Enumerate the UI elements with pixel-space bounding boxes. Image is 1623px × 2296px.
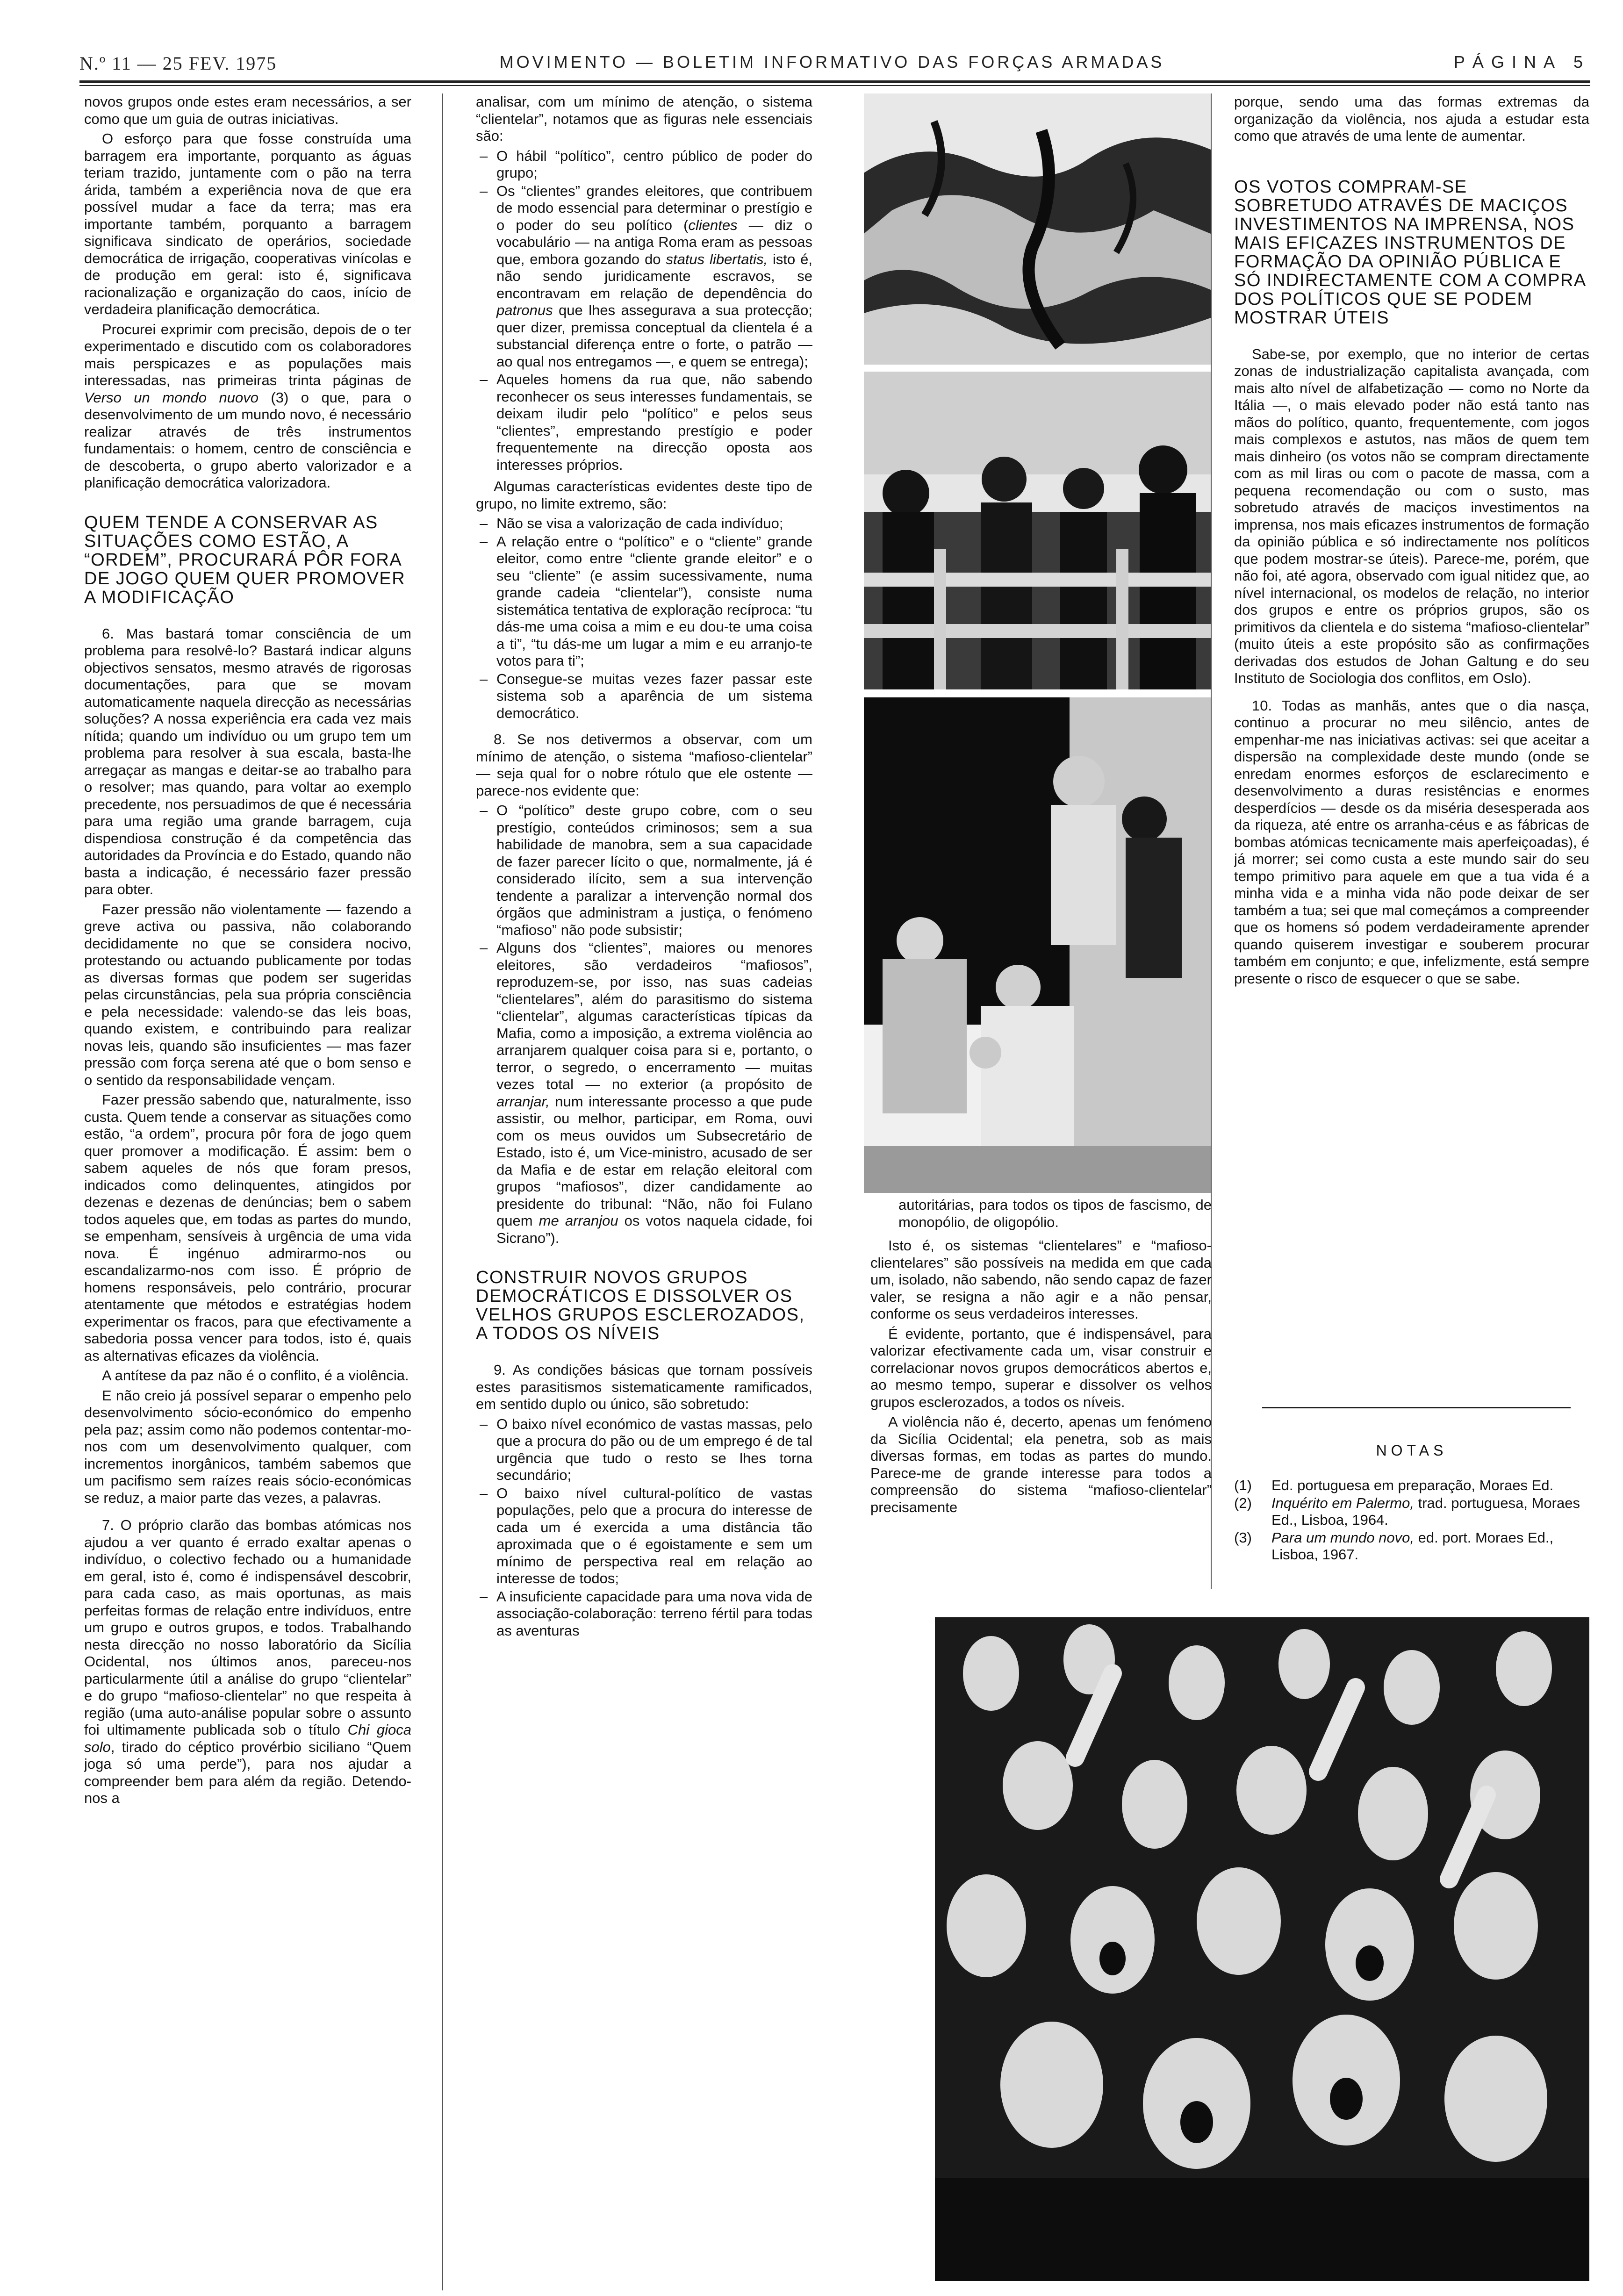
paragraph: autoritárias, para todos os tipos de fascismo, de monopólio, de oligopólio.	[898, 1197, 1212, 1230]
column-divider	[442, 93, 443, 2290]
header-rule	[79, 80, 1590, 83]
article-column-3	[870, 1197, 1212, 1599]
note-item: (3) Para um mundo novo, ed. port. Moraes Ed., Lisboa, 1967.	[1234, 1529, 1554, 1563]
paragraph: 7. O próprio clarão das bombas atómicas nos ajudou a ver quanto é errado exaltar apenas o indivíduo, o colectivo fechado ou a humanidade em geral, isto é, como é indispensável descobrir, para cada caso, as mais oportunas, as mais perfeitas formas de relação entre indivíduos, entre um grupo e outros grupos, e todos. Trabalhando nesta direcção no nosso laboratório da Sicília Ocidental, nos últimos anos, pareceu-nos particularmente útil a análise do grupo “clientelar” e do grupo “mafioso-clientelar” no que respeita à região (uma auto-análise popular sobre o assunto foi ultimamente publicada sob o título Chi gioca solo, tirado do céptico provérbio siciliano “Quem joga só uma perde”), para nos ajudar a compreender bem para além da região. Detendo-nos a	[84, 1517, 411, 1806]
paragraph: 8. Se nos detivermos a observar, com um mínimo de atenção, o sistema “mafioso-clientelar” — seja qual for o nobre rótulo que ele ostente — parece-nos evidente que:	[476, 731, 812, 799]
book-title: Verso un mondo nuovo	[84, 389, 259, 406]
paragraph: Algumas características evidentes deste tipo de grupo, no limite extremo, são:	[476, 478, 812, 512]
list-item: – O baixo nível económico de vastas massas, pelo que a procura do pão ou de um emprego é de tal urgência que tudo o resto se lhes torna secundário;	[496, 1416, 812, 1484]
book-title: Chi gioca solo	[84, 1722, 411, 1755]
paragraph: Fazer pressão não violentamente — fazendo a greve activa ou passiva, não colaborando decididamente no que se considera nocivo, protestando ou actuando publicamente por todas as diversas formas que podem ser sugeridas pelas circunstâncias, pela sua própria consciência e pela necessidade: valendo-se das leis boas, quando existem, e contribuindo para realizar novas leis, quando são insuficientes — mas fazer pressão com força serena até que o bom senso e o sentido da responsabilidade vençam.	[84, 901, 411, 1088]
paragraph: Procurei exprimir com precisão, depois de o ter experimentado e discutido com os colaboradores mais perspicazes e as populações mais interessadas, nas primeiras trinta páginas de Verso un mondo nuovo (3) o que, para o desenvolvimento de um mundo novo, é necessário realizar através de três instrumentos fundamentais: o homem, centro de consciência e de descoberta, o grupo aberto valorizador e a planificação democrática valorizadora.	[84, 321, 411, 491]
family-in-doorway-photo	[864, 697, 1211, 1193]
publication-title: MOVIMENTO — BOLETIM INFORMATIVO DAS FORÇAS ARMADAS	[499, 52, 1165, 72]
note-item: (1) Ed. portuguesa em preparação, Moraes Ed.	[1234, 1477, 1554, 1493]
paragraph: Isto é, os sistemas “clientelares” e “mafioso-clientelares” são possíveis na medida em que cada um, isolado, não sabendo, não sendo capaz de fazer valer, se resigna a não agir e a não pensar, conforme os seus verdadeiros interesses.	[870, 1237, 1212, 1322]
paragraph: Fazer pressão sabendo que, naturalmente, isso custa. Quem tende a conservar as situações como estão, “a ordem”, procura pôr fora de jogo quem quer promover a modificação. É assim: bem o sabem aqueles de nós que foram presos, indicados como delinquentes, atingidos por dezenas e dezenas de denúncias; bem o sabem todos aqueles que, em todas as partes do mundo, se empenham, sensíveis à urgência de uma vida nova. É ingénuo admirarmo-nos ou escandalizarmo-nos com isso. É próprio de homens responsáveis, pelo contrário, procurar atentamente que métodos e estratégias hodem experimentar os fracos, para que efectivamente a sabedoria possa vencer para todos, isto é, quais as alternativas eficazes da violência.	[84, 1091, 411, 1364]
paragraph: É evidente, portanto, que é indispensável, para valorizar efectivamente cada um, visar construir e correlacionar novos grupos democráticos abertos e, ao mesmo tempo, superar e dissolver os velhos grupos esclerozados, a todos os níveis.	[870, 1325, 1212, 1410]
issue-number: N.º 11 — 25 FEV. 1975	[79, 53, 277, 74]
list-item: – A insuficiente capacidade para uma nova vida de associação-colaboração: terreno fértil para todas as aventuras	[496, 1588, 812, 1640]
paragraph: analisar, com um mínimo de atenção, o sistema “clientelar”, notamos que as figuras nele essenciais são:	[476, 93, 812, 144]
list	[476, 1416, 812, 1640]
list-item: – O baixo nível cultural-político de vastas populações, pelo que a procura do interesse de cada um é exercida a uma distância tão aproximada que o é egoistamente e sem um mínimo de perspectiva real em relação ao interesse de todos;	[496, 1485, 812, 1587]
article-column-1	[84, 93, 411, 2281]
list	[476, 515, 812, 722]
rocky-landscape-photo	[864, 93, 1211, 365]
note-item: (2) Inquérito em Palermo, trad. portuguesa, Moraes Ed., Lisboa, 1964.	[1234, 1495, 1580, 1528]
paragraph: A violência não é, decerto, apenas um fenómeno da Sicília Ocidental; ela penetra, sob as mais diversas formas, em todas as partes do mundo. Parece-me de grande interesse para todos a compreensão do sistema “mafioso-clientelar” precisamente	[870, 1413, 1212, 1515]
men-at-gate-photo	[864, 372, 1211, 689]
paragraph: A antítese da paz não é o conflito, é a violência.	[102, 1367, 409, 1384]
list-item: – Os “clientes” grandes eleitores, que contribuem de modo essencial para determinar o prestígio e o poder do seu político (clientes — diz o vocabulário — na antiga Roma eram as pessoas que, embora gozando do status libertatis, isto é, não sendo juridicamente escravos, se encontravam em relação de dependência do patronus que lhes assegurava a sua protecção; quer dizer, premissa conceptual da clientela é a substancial diferença entre o forte, o patrão — ao qual nos entregamos —, e quem se entrega);	[496, 183, 812, 371]
paragraph: porque, sendo uma das formas extremas da organização da violência, nos ajuda a estudar esta como que através de uma lente de aumentar.	[1234, 93, 1589, 144]
list-item: – O hábil “político”, centro público de poder do grupo;	[496, 148, 812, 182]
notes-divider	[1262, 1407, 1571, 1408]
section-heading: OS VOTOS COMPRAM-SE SOBRETUDO ATRAVÉS DE MACIÇOS INVESTIMENTOS NA IMPRENSA, NOS MAIS EFICAZES INSTRUMENTOS DE FORMAÇÃO DA OPINIÃO PÚBLICA E SÓ INDIRECTAMENTE COM A COMPRA DOS POLÍTICOS QUE SE PODEM MOSTRAR ÚTEIS	[1234, 177, 1586, 328]
list-item: – Consegue-se muitas vezes fazer passar este sistema sob a aparência de um sistema democrático.	[496, 671, 812, 722]
list-item: – Alguns dos “clientes”, maiores ou menores eleitores, são verdadeiros “mafiosos”, reproduzem-se, por isso, nas suas cadeias “clientelares”, além do parasitismo do sistema “clientelar”, algumas características típicas da Mafia, como a imposição, a extrema violência ao arranjarem qualquer coisa para si e, portanto, o terror, o segredo, o encerramento — muitas vezes total — no exterior (a propósito de arranjar, num interessante processo a que pude assistir, ou melhor, participar, em Roma, ouvi com os meus ouvidos um Subsecretário de Estado, isto é, um Vice-ministro, acusado de ser da Mafia e de estar em relação eleitoral com grupos “mafiosos”, dizer candidamente ao presidente do tribunal: “Não, não foi Fulano quem me arranjou os votos naquela cidade, foi Sicrano”).	[496, 940, 812, 1247]
paragraph: E não creio já possível separar o empenho pelo desenvolvimento sócio-económico do empenho pela paz; assim como não podemos contentar-mo-nos com um desenvolvimento qualquer, com incrementos inorgânicos, também sabemos que um pacifismo sem raízes reais sócio-económicas se reduz, a maior parte das vezes, a palavras.	[84, 1387, 411, 1506]
notes-title: NOTAS	[1376, 1442, 1448, 1459]
list-item: – A relação entre o “político” e o “cliente” grande eleitor, como entre “cliente grande eleitor” e o seu “cliente” (e assim sucessivamente, numa grande cadeia “clientelar”), consiste numa sistemática tentativa de exploração recíproca: “tu dás-me uma coisa a mim e eu dou-te uma coisa a ti”, “tu dás-me um lugar a mim e eu arranjo-te votos para ti”;	[496, 533, 812, 670]
paragraph: Sabe-se, por exemplo, que no interior de certas zonas de industrialização capitalista avançada, com mais alto nível de alfabetização — como no Norte da Itália —, o mais elevado poder não está tanto nas mãos do político, quanto, frequentemente, com jogos mais complexos e astutos, nas mãos de quem tem mais dinheiro (os votos não se compram directamente com as mil liras ou com o pacote de massa, com a pequena recomendação ou com o susto, mas sobretudo através de maciços investimentos na imprensa, nos mais eficazes instrumentos de formação da opinião pública e só indirectamente nos políticos que podem mostrar-se úteis). Parece-me, porém, que não foi, até agora, observado com igual nitidez que, ao nível internacional, os modelos de relação, no interior dos grupos e entre os próprios grupos, são os primitivos da clientela e do sistema “mafioso-clientelar” (muito úteis a este propósito são as confirmações derivadas dos estudos de Johan Galtung e do seu Instituto de Sociologia dos conflitos, em Oslo).	[1234, 345, 1589, 686]
article-column-2	[476, 93, 812, 2281]
article-column-4	[1234, 93, 1589, 1636]
list-item: – Não se visa a valorização de cada indivíduo;	[496, 515, 812, 532]
paragraph: 9. As condições básicas que tornam possíveis estes parasitismos sistematicamente ramificados, em sentido duplo ou único, são sobretudo:	[476, 1362, 812, 1412]
list-item: – O “político” deste grupo cobre, com o seu prestígio, conteúdos criminosos; sem a sua habilidade de manobra, sem a sua capacidade de fazer parecer lícito o que, normalmente, já é considerado ilícito, sem a sua intervenção tendente a paralizar a intervenção normal dos órgãos que administram a justiça, o fenómeno “mafioso” não pode subsistir;	[496, 802, 812, 939]
section-heading: CONSTRUIR NOVOS GRUPOS DEMOCRÁTICOS E DISSOLVER OS VELHOS GRUPOS ESCLEROZADOS, A TODOS OS NÍVEIS	[476, 1268, 805, 1343]
list-item: – Aqueles homens da rua que, não sabendo reconhecer os seus interesses fundamentais, se deixam iludir pelo “político” e pelos seus “clientes”, emprestando prestígio e poder frequentemente na direcção oposta aos interesses próprios.	[496, 371, 812, 474]
paragraph: 10. Todas as manhãs, antes que o dia nasça, continuo a procurar no meu silêncio, antes de empenhar-me nas iniciativas activas: sei que aceitar a dispersão na complexidade deste mundo (onde se enredam enormes esforços de esclarecimento e desenvolvimento a duras resistências e enormes desperdícios — desde os da miséria desesperada aos da riqueza, até entre os arranha-céus e as fábricas de bombas atómicas tecnicamente mais aperfeiçoadas), é já morrer; sei como custa a este mundo sair do seu tempo primitivo para aquele em que a tua vida é a minha vida e a minha vida não pode deixar de ser também a tua; sei que mal começámos a compreender que os homens só podem verdadeiramente aprender quando quiserem investigar e souberem procurar também em conjunto; e que, infelizmente, está sempre presente o risco de esquecer o que se sabe.	[1234, 697, 1589, 987]
section-heading: QUEM TENDE A CONSERVAR AS SITUAÇÕES COMO ESTÃO, A “ORDEM”, PROCURARÁ PÔR FORA DE JOGO QUEM QUER PROMOVER A MODIFICAÇÃO	[84, 512, 406, 607]
paragraph: O esforço para que fosse construída uma barragem era importante, porquanto as águas teriam trazido, juntamente com o pão na terra árida, também a experiência nova de que era possível mudar a face da terra; mas era importante também, porquanto a barragem significava sindicato de operários, sociedade democrática de irrigação, cooperativas vinícolas e de produção em geral: isto é, significava racionalização e organização do caos, início de verdadeira planificação democrática.	[84, 130, 411, 317]
list	[476, 802, 812, 1247]
paragraph: novos grupos onde estes eram necessários, a ser como que um guia de outras iniciativas.	[84, 93, 411, 127]
notes-list	[1234, 1477, 1589, 1564]
crowd-photo	[935, 1617, 1589, 2281]
header-rule-thin	[79, 85, 1590, 86]
page-number: PÁGINA 5	[1453, 52, 1590, 72]
paragraph: 6. Mas bastará tomar consciência de um problema para resolvê-lo? Bastará indicar alguns objectivos sensatos, mesmo através de rigorosas documentações, para que se movam automaticamente naquela direcção as necessárias soluções? A nossa experiência era cada vez mais nítida; quando um indivíduo ou um grupo tem um problema para resolver à sua escala, basta-lhe arregaçar as mangas e deitar-se ao trabalho para o resolver; mas quando, para voltar ao exemplo precedente, nos persuadimos de que é necessária para uma região uma grande barragem, cuja dispendiosa construção é da competência das autoridades da Província e do Estado, quando não basta a indicação, é necessário fazer pressão para obter.	[84, 625, 411, 897]
list	[476, 148, 812, 474]
